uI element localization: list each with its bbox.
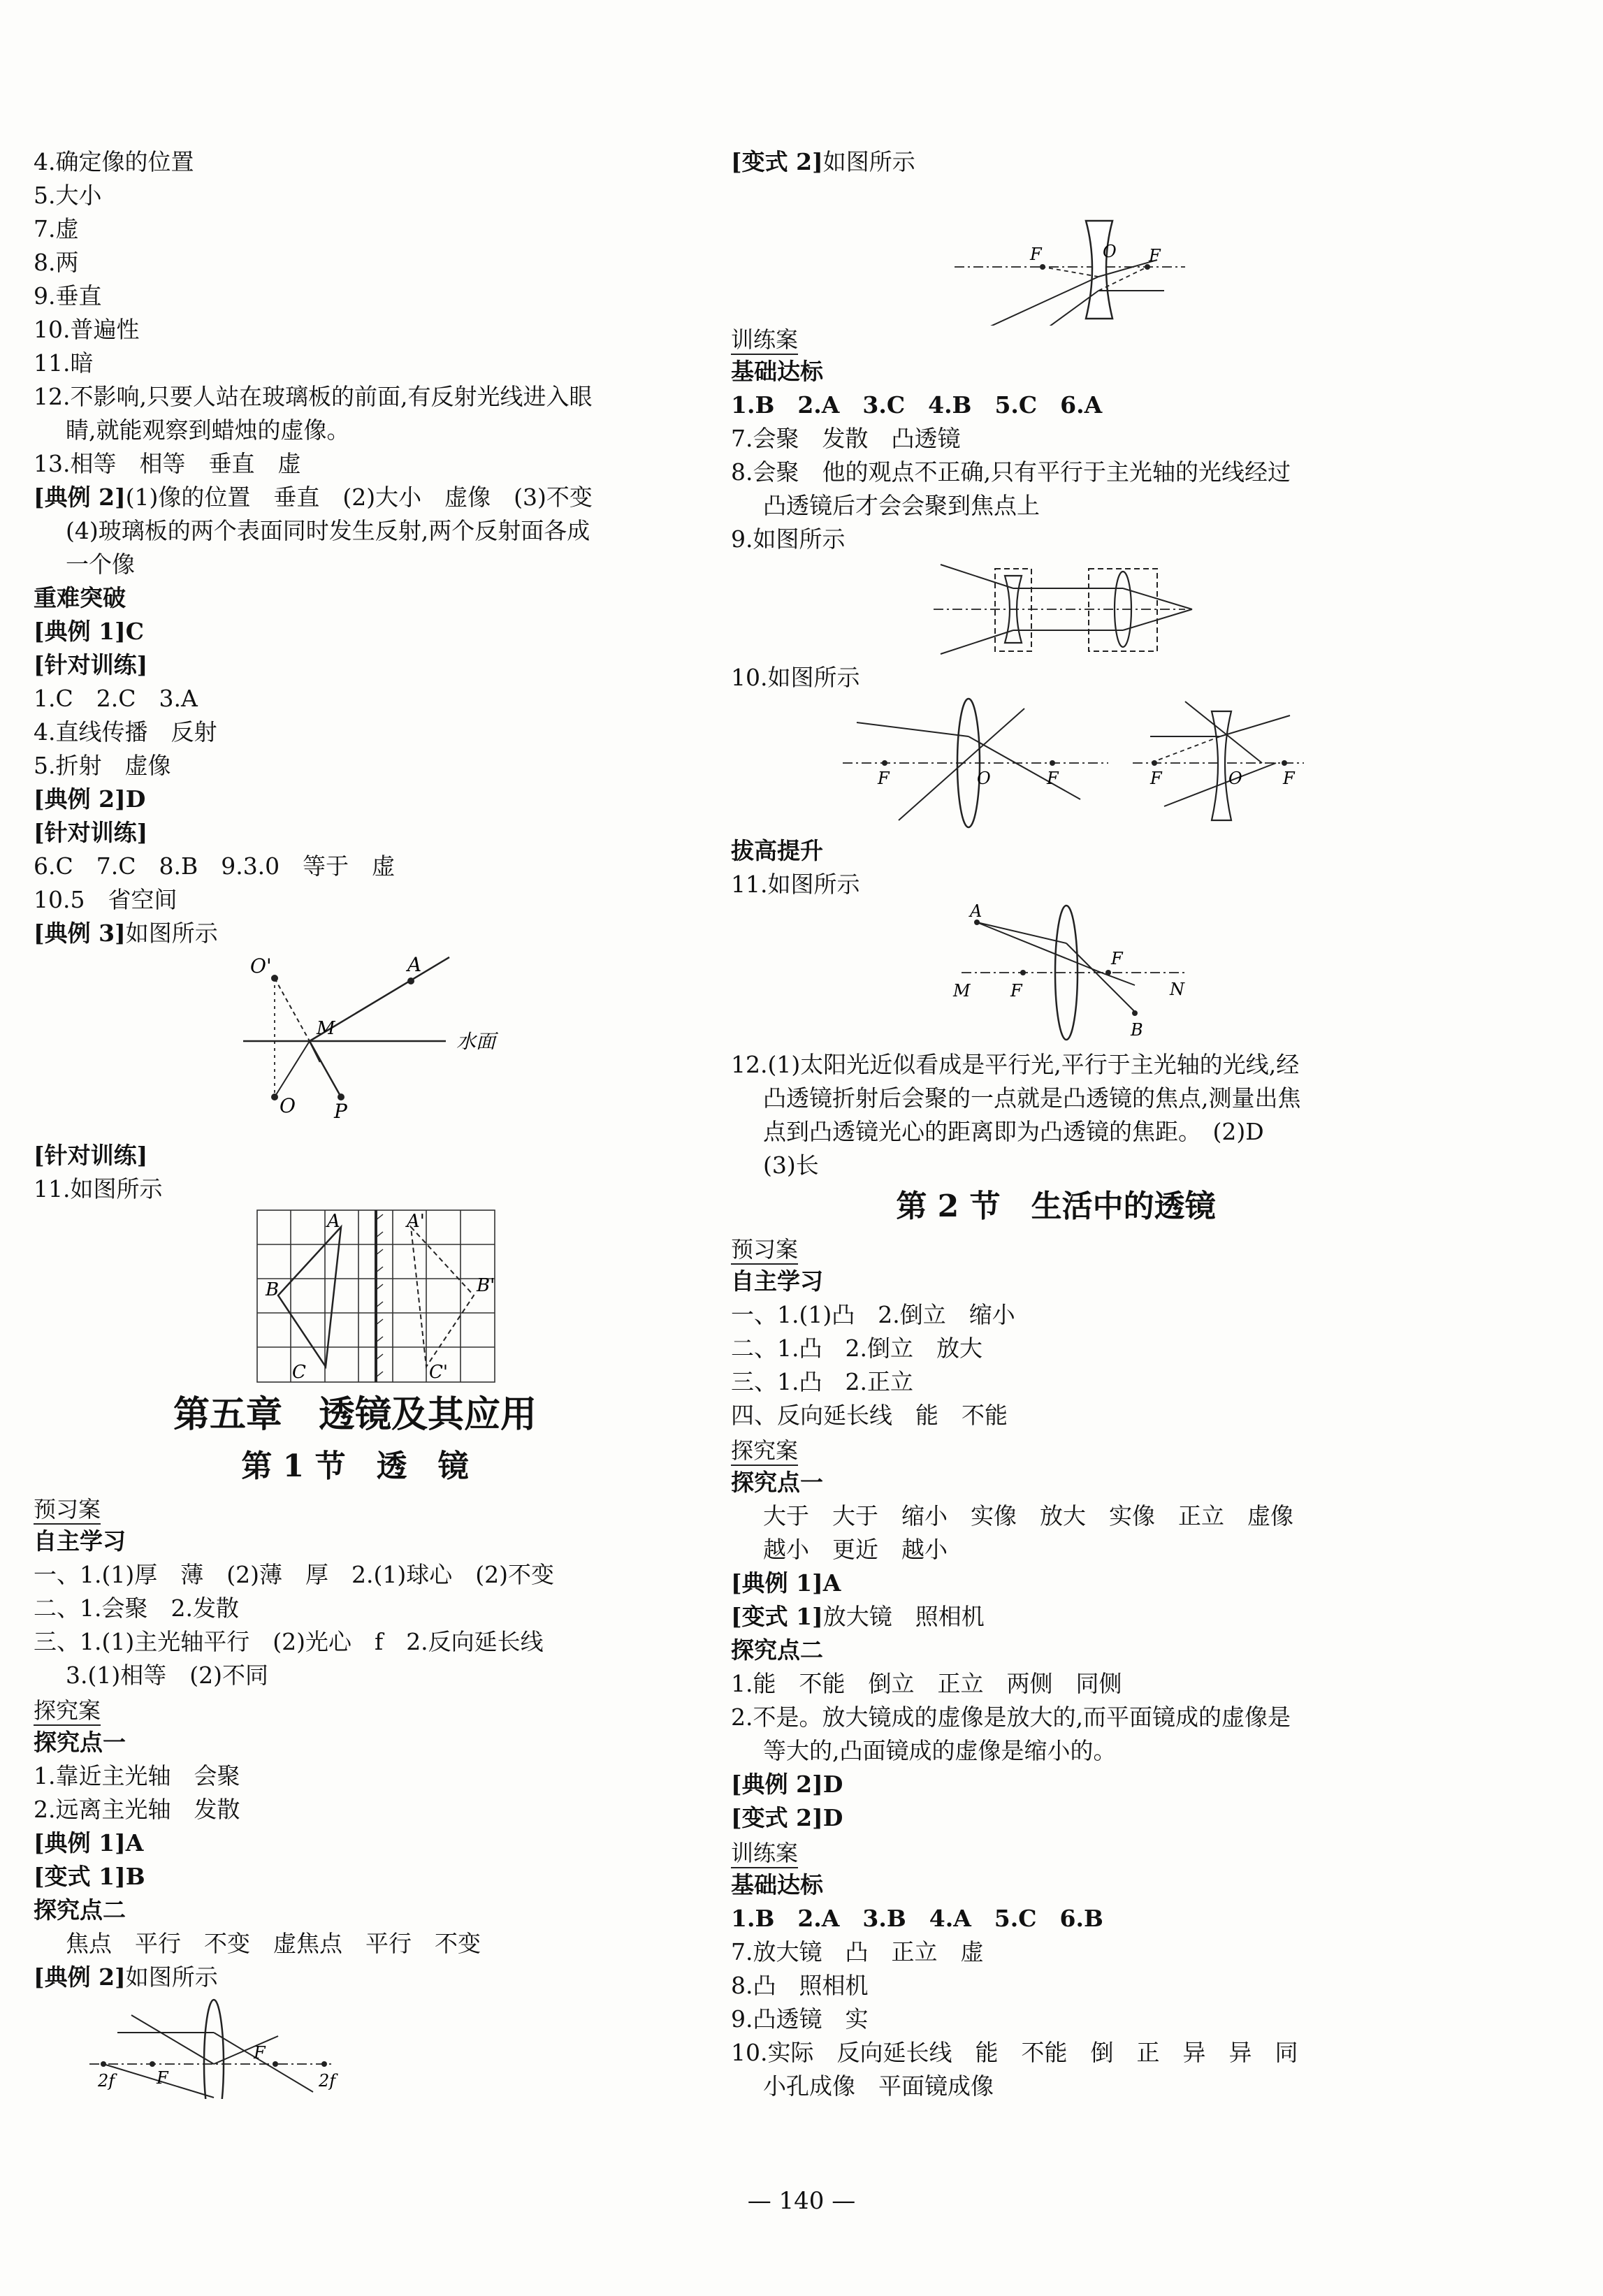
label-c: C	[292, 1362, 306, 1383]
label-2f-right: 2f	[319, 2071, 336, 2091]
label-o: O	[1103, 242, 1117, 261]
answer-line: 点到凸透镜光心的距离即为凸透镜的焦距。 (2)D	[763, 1118, 1264, 1145]
label-f: F	[878, 769, 890, 788]
answer-line: 凸透镜后才会会聚到焦点上	[763, 492, 1040, 519]
label-f: F	[1150, 769, 1162, 788]
concave-lens-diagram	[731, 179, 1381, 326]
label-b: B	[1131, 1020, 1143, 1040]
label-m: M	[317, 1018, 335, 1039]
left-column	[34, 145, 676, 2099]
subheading: 自主学习	[731, 1267, 823, 1295]
example-tag: [典例 2]	[731, 1771, 823, 1798]
subheading: 探究点二	[34, 1896, 126, 1924]
label-a-prime: A'	[407, 1211, 425, 1232]
answer-line: 三、1.(1)主光轴平行 (2)光心 f 2.反向延长线	[34, 1628, 544, 1655]
label-2f-left: 2f	[98, 2071, 115, 2091]
answer-line: (4)玻璃板的两个表面同时发生反射,两个反射面各成	[66, 517, 590, 544]
lens-pair-diagram	[731, 695, 1381, 834]
answer-line: 8.两	[34, 249, 79, 276]
chapter-title: 第五章 透镜及其应用	[173, 1393, 537, 1436]
subheading: 重难突破	[34, 584, 126, 611]
answer-line: 二、1.凸 2.倒立 放大	[731, 1335, 982, 1362]
answer-line: 7.会聚 发散 凸透镜	[731, 425, 961, 452]
answer-line: 1.能 不能 倒立 正立 两侧 同侧	[731, 1670, 1122, 1697]
variant-answer: B	[125, 1863, 145, 1890]
answer-line: 1.B 2.A 3.C 4.B 5.C 6.A	[731, 391, 1103, 419]
answer-line: 12.不影响,只要人站在玻璃板的前面,有反射光线进入眼	[34, 383, 593, 410]
example-line	[731, 1801, 1381, 1835]
subheading: 探究点一	[731, 1469, 823, 1496]
example-answer: A	[822, 1569, 841, 1597]
example-line	[731, 1600, 1381, 1634]
example-line	[34, 917, 676, 950]
example-line	[731, 145, 1381, 179]
answer-line: 10.实际 反向延长线 能 不能 倒 正 异 异 同	[731, 2039, 1298, 2066]
answer-line: 4.直线传播 反射	[34, 718, 217, 746]
label-f: F	[1111, 949, 1123, 968]
example-text: 如图所示	[125, 1963, 218, 1991]
example-answer: D	[822, 1771, 843, 1798]
subheading: 基础达标	[731, 1871, 823, 1898]
answer-line: 1.靠近主光轴 会聚	[34, 1762, 240, 1789]
answer-line: 7.虚	[34, 215, 79, 242]
label-m: M	[953, 981, 971, 1001]
example-text: (1)像的位置 垂直 (2)大小 虚像 (3)不变	[125, 484, 593, 511]
answer-line: 一、1.(1)厚 薄 (2)薄 厚 2.(1)球心 (2)不变	[34, 1561, 554, 1588]
example-tag: [典例 3]	[34, 920, 126, 947]
answer-line: 焦点 平行 不变 虚焦点 平行 不变	[66, 1930, 481, 1957]
answer-line: 4.确定像的位置	[34, 148, 194, 175]
answer-line: 8.凸 照相机	[731, 1972, 869, 1999]
example-tag: [典例 2]	[34, 1963, 126, 1991]
example-text: 如图所示	[125, 920, 218, 947]
convex-lens-mn-diagram	[731, 901, 1381, 1048]
subheading: 基础达标	[731, 358, 823, 385]
answer-line: 1.C 2.C 3.A	[34, 685, 198, 712]
page-number: — 140 —	[747, 2187, 856, 2215]
example-line	[34, 1961, 676, 1994]
answer-line: 11.如图所示	[34, 1175, 163, 1203]
answer-line: 10.普遍性	[34, 316, 140, 343]
label-a: A	[970, 901, 982, 921]
example-line	[34, 615, 676, 648]
answer-line: 二、1.会聚 2.发散	[34, 1594, 239, 1622]
example-line	[34, 783, 676, 816]
mirror-grid-diagram	[34, 1206, 676, 1388]
answer-line: 9.如图所示	[731, 525, 846, 553]
training-tag: [针对训练]	[34, 1142, 148, 1169]
label-f-right: F	[1149, 246, 1161, 266]
answer-line: 2.远离主光轴 发散	[34, 1796, 240, 1823]
label-c-prime: C'	[429, 1362, 449, 1383]
variant-tag: [变式 2]	[731, 148, 823, 175]
section-tag: 训练案	[731, 326, 798, 355]
label-b: B	[266, 1279, 280, 1300]
answer-line: 一、1.(1)凸 2.倒立 缩小	[731, 1301, 1015, 1328]
example-tag: [典例 1]	[34, 1829, 126, 1857]
answer-line: 11.暗	[34, 349, 94, 377]
answer-line: 9.垂直	[34, 282, 102, 310]
label-b-prime: B'	[477, 1275, 495, 1296]
label-water-surface: 水面	[456, 1030, 496, 1053]
answer-line: 11.如图所示	[731, 871, 860, 898]
answer-line: 5.折射 虚像	[34, 752, 171, 779]
section-tag: 探究案	[731, 1437, 798, 1466]
example-line	[34, 1860, 676, 1894]
label-f-left: F	[1030, 245, 1042, 264]
example-line	[34, 481, 676, 514]
answer-line: 等大的,凸面镜成的虚像是缩小的。	[763, 1737, 1117, 1764]
label-f: F	[1047, 769, 1059, 788]
example-line	[731, 1768, 1381, 1801]
variant-tag: [变式 1]	[731, 1603, 823, 1630]
subheading: 自主学习	[34, 1527, 126, 1555]
example-tag: [典例 1]	[34, 618, 126, 645]
subheading: 探究点一	[34, 1729, 126, 1756]
answer-line: 13.相等 相等 垂直 虚	[34, 450, 301, 477]
section-tag: 训练案	[731, 1839, 798, 1868]
label-f-left: F	[157, 2068, 168, 2088]
example-answer: A	[125, 1829, 144, 1857]
example-answer: D	[125, 785, 146, 813]
label-f-right: F	[254, 2043, 266, 2063]
answer-line: 小孔成像 平面镜成像	[763, 2072, 994, 2100]
answer-line: 7.放大镜 凸 正立 虚	[731, 1938, 984, 1966]
answer-line: 凸透镜折射后会聚的一点就是凸透镜的焦点,测量出焦	[763, 1084, 1301, 1112]
variant-text: 如图所示	[822, 148, 915, 175]
training-tag: [针对训练]	[34, 651, 148, 678]
label-o: O	[977, 769, 991, 788]
example-line	[731, 1567, 1381, 1600]
label-f: F	[1010, 981, 1022, 1001]
answer-line: 2.不是。放大镜成的虚像是放大的,而平面镜成的虚像是	[731, 1703, 1291, 1731]
label-o-prime: O'	[250, 954, 272, 978]
section-tag: 预习案	[34, 1495, 101, 1525]
answer-line: 6.C 7.C 8.B 9.3.0 等于 虚	[34, 852, 396, 880]
label-o: O	[280, 1094, 296, 1117]
answer-line: 8.会聚 他的观点不正确,只有平行于主光轴的光线经过	[731, 458, 1291, 486]
answer-line: 10.5 省空间	[34, 886, 177, 913]
example-answer: C	[125, 618, 144, 645]
answer-line: 大于 大于 缩小 实像 放大 实像 正立 虚像	[763, 1502, 1293, 1530]
example-tag: [典例 2]	[34, 484, 126, 511]
subheading: 探究点二	[731, 1636, 823, 1664]
section-tag: 探究案	[34, 1696, 101, 1726]
answer-line: (3)长	[763, 1151, 819, 1179]
label-a: A	[327, 1211, 340, 1232]
example-line	[34, 1826, 676, 1860]
answer-line: 1.B 2.A 3.B 4.A 5.C 6.B	[731, 1905, 1103, 1932]
section-title: 第 1 节 透 镜	[241, 1448, 469, 1484]
training-tag: [针对训练]	[34, 819, 148, 846]
variant-tag: [变式 2]	[731, 1804, 823, 1831]
variant-text: 放大镜 照相机	[822, 1603, 985, 1630]
answer-line: 一个像	[66, 551, 135, 578]
boxed-lenses-diagram	[731, 556, 1381, 661]
label-a: A	[407, 953, 422, 976]
variant-tag: [变式 1]	[34, 1863, 126, 1890]
answer-line: 睛,就能观察到蜡烛的虚像。	[66, 416, 350, 444]
example-tag: [典例 2]	[34, 785, 126, 813]
convex-lens-2f-diagram	[34, 1994, 676, 2099]
answer-line: 9.凸透镜 实	[731, 2005, 869, 2033]
variant-answer: D	[822, 1804, 843, 1831]
label-o: O	[1228, 769, 1242, 788]
answer-line: 3.(1)相等 (2)不同	[66, 1662, 268, 1689]
example-tag: [典例 1]	[731, 1569, 823, 1597]
label-n: N	[1170, 980, 1184, 999]
section-title: 第 2 节 生活中的透镜	[896, 1189, 1216, 1224]
answer-line: 三、1.凸 2.正立	[731, 1368, 913, 1395]
reflection-diagram	[34, 950, 676, 1139]
label-p: P	[334, 1100, 347, 1123]
answer-line: 10.如图所示	[731, 664, 860, 691]
answer-line: 5.大小	[34, 182, 102, 209]
answer-line: 越小 更近 越小	[763, 1536, 948, 1563]
subheading: 拔高提升	[731, 837, 823, 864]
right-column	[731, 145, 1381, 2103]
answer-line: 四、反向延长线 能 不能	[731, 1402, 1008, 1429]
label-f: F	[1283, 769, 1295, 788]
answer-line: 12.(1)太阳光近似看成是平行光,平行于主光轴的光线,经	[731, 1051, 1300, 1078]
section-tag: 预习案	[731, 1235, 798, 1265]
